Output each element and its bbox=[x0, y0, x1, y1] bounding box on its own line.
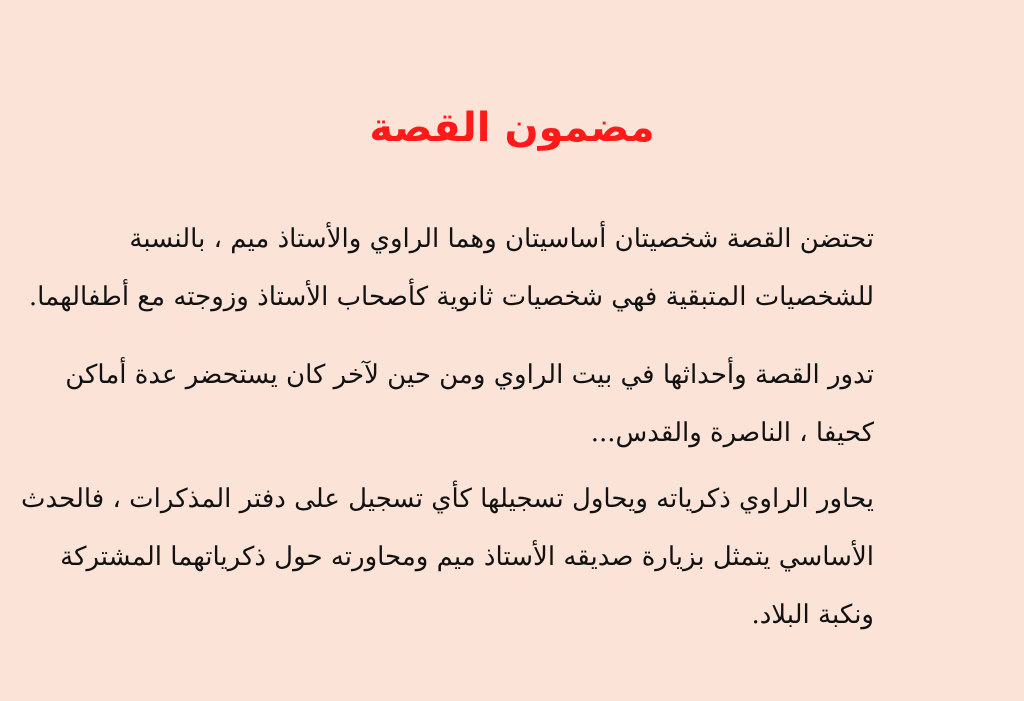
paragraph-characters bbox=[28, 210, 874, 326]
paragraph-line: تدور القصة وأحداثها في بيت الراوي ومن حين لآخر كان يستحضر عدة أماكن bbox=[65, 360, 874, 390]
paragraph-line: للشخصيات المتبقية فهي شخصيات ثانوية كأصحاب الأستاذ وزوجته مع أطفالهما. bbox=[28, 282, 874, 312]
paragraph-line: ونكبة البلاد. bbox=[751, 600, 874, 630]
paragraph-events bbox=[21, 470, 874, 644]
paragraph-line: تحتضن القصة شخصيتان أساسيتان وهما الراوي والأستاذ ميم ، بالنسبة bbox=[129, 224, 874, 254]
paragraph-line: يحاور الراوي ذكرياته ويحاول تسجيلها كأي تسجيل على دفتر المذكرات ، فالحدث bbox=[21, 484, 874, 514]
page-title: مضمون القصة bbox=[369, 105, 655, 151]
paragraph-line: الأساسي يتمثل بزيارة صديقه الأستاذ ميم ومحاورته حول ذكرياتهما المشتركة bbox=[60, 542, 874, 572]
paragraph-places bbox=[65, 346, 874, 462]
paragraph-line: كحيفا ، الناصرة والقدس... bbox=[590, 418, 874, 448]
